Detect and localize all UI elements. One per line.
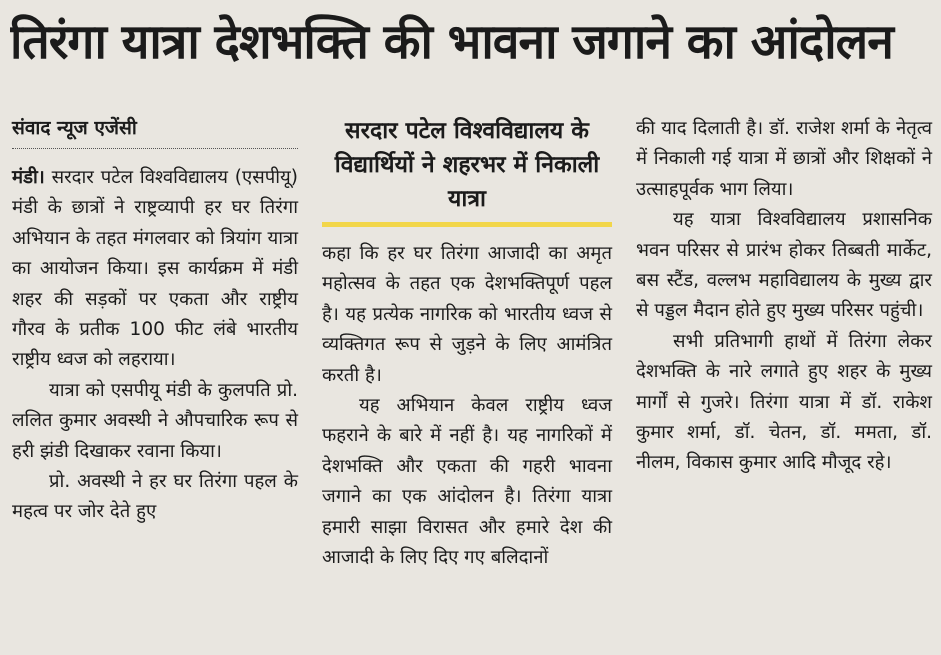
paragraph: यात्रा को एसपीयू मंडी के कुलपति प्रो. ललित कुमार अवस्थी ने औपचारिक रूप से हरी झंडी दिखाकर रवाना किया। (12, 379, 298, 462)
byline: संवाद न्यूज एजेंसी (12, 114, 298, 149)
paragraph-text: सरदार पटेल विश्वविद्यालय (एसपीयू) मंडी के छात्रों ने राष्ट्रव्यापी हर घर तिरंगा अभियान के तहत मंगलवार को त्रियांग यात्रा का आयोजन किया। इस कार्यक्रम में मंडी शहर की सड़कों पर एकता और राष्ट्रीय गौरव के प्रतीक 100 फीट लंबे भारतीय राष्ट्रीय ध्वज को लहराया। (12, 167, 298, 371)
paragraph: कहा कि हर घर तिरंगा आजादी का अमृत महोत्सव के तहत एक देशभक्तिपूर्ण पहल है। यह प्रत्येक नागरिक को भारतीय ध्वज से व्यक्तिगत रूप से जुड़ने के लिए आमंत्रित करती है। (322, 243, 612, 386)
headline: तिरंगा यात्रा देशभक्ति की भावना जगाने का आंदोलन (10, 14, 893, 70)
column-1 (12, 114, 298, 528)
column-2 (322, 114, 612, 573)
paragraph: की याद दिलाती है। डॉ. राजेश शर्मा के नेतृत्व में निकाली गई यात्रा में छात्रों और शिक्षकों ने उत्साहपूर्वक भाग लिया। (636, 118, 932, 200)
column-3 (636, 114, 932, 479)
paragraph: यह अभियान केवल राष्ट्रीय ध्वज फहराने के बारे में नहीं है। यह नागरिकों में देशभक्ति और एकता की गहरी भावना जगाने का एक आंदोलन है। तिरंगा यात्रा हमारी साझा विरासत और हमारे देश की आजादी के लिए दिए गए बलिदानों (322, 395, 612, 569)
dateline: मंडी। (12, 167, 45, 188)
paragraph (12, 163, 298, 376)
subheadline: सरदार पटेल विश्वविद्यालय के विद्यार्थियों ने शहरभर में निकाली यात्रा (322, 114, 612, 227)
paragraph: यह यात्रा विश्वविद्यालय प्रशासनिक भवन परिसर से प्रारंभ होकर तिब्बती मार्केट, बस स्टैंड, वल्लभ महाविद्यालय के मुख्य द्वार से पड्डल मैदान होते हुए मुख्य परिसर पहुंची। (636, 209, 932, 322)
paragraph: सभी प्रतिभागी हाथों में तिरंगा लेकर देशभक्ति के नारे लगाते हुए शहर के मुख्य मार्गों से गुजरे। तिरंगा यात्रा में डॉ. राकेश कुमार शर्मा, डॉ. चेतन, डॉ. ममता, डॉ. नीलम, विकास कुमार आदि मौजूद रहे। (636, 330, 932, 474)
paragraph: प्रो. अवस्थी ने हर घर तिरंगा पहल के महत्व पर जोर देते हुए (12, 471, 298, 523)
